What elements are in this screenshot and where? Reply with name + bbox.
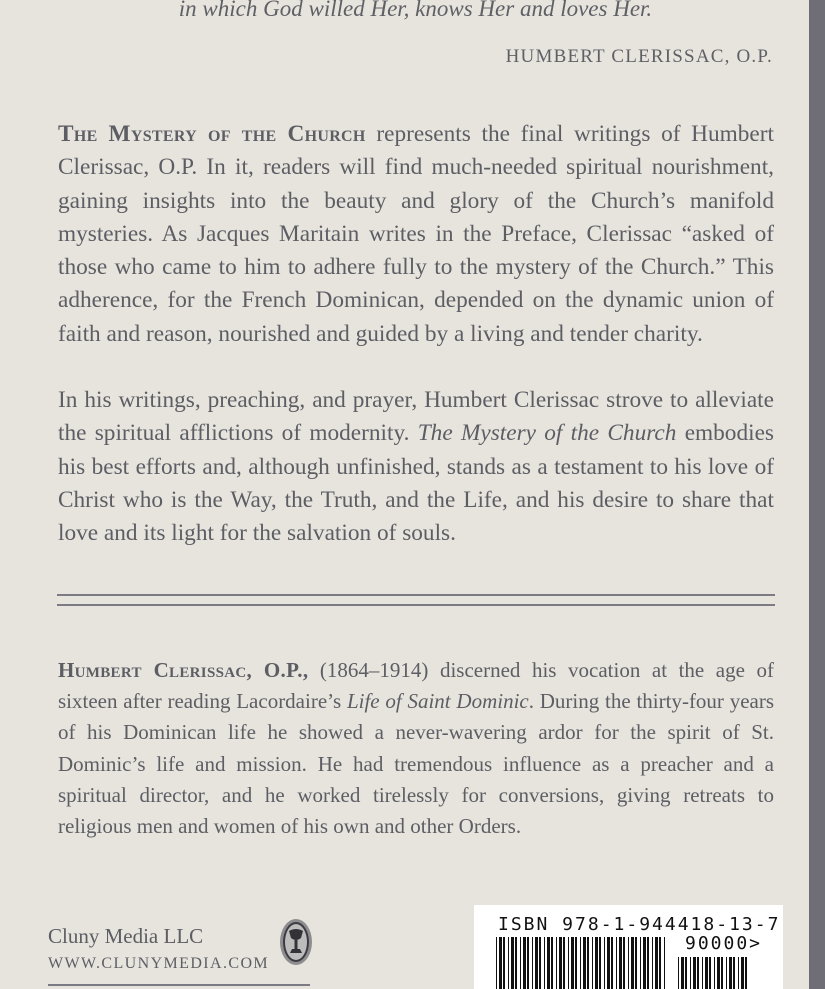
barcode-bar <box>623 937 625 989</box>
barcode-bar <box>520 937 521 989</box>
barcode-bar <box>587 937 589 989</box>
barcode-bar <box>595 937 598 989</box>
barcode-bar <box>563 937 565 989</box>
barcode-bar <box>693 957 696 989</box>
bio-text-a: (1864–1914) discerned his vocation at the age of sixteen after reading Lacordaire’s <box>58 658 774 714</box>
spine-edge <box>809 0 825 989</box>
barcode-bars-main <box>496 937 668 989</box>
barcode-bar <box>647 937 649 989</box>
barcode-bar <box>559 937 562 989</box>
barcode-bar <box>527 937 529 989</box>
barcode-bar <box>738 957 739 989</box>
barcode-bar <box>690 957 691 989</box>
bio-text-b: . During the thirty-four years of his Dominican life he showed a never-wavering ardor for the spirit of St. Dominic’s life and mission. He had tremendous influence as a preacher and a spiritual director, and he worked tirelessly for conversions, giving retreats to religious men and women of his own and other Orders. <box>58 689 775 839</box>
barcode-bar <box>499 937 502 989</box>
description-text-2b: embodies his best efforts and, although unfinished, stands as a testament to his love of Christ who is the Way, the Truth, and the Life, and his desire to share that love and its light for the salvation of souls. <box>58 420 774 547</box>
isbn-barcode <box>474 905 783 989</box>
isbn-label: ISBN 978-1-944418-13-7 <box>498 914 781 935</box>
barcode-bar <box>508 937 509 989</box>
barcode-bar <box>575 937 577 989</box>
barcode-bar <box>539 937 541 989</box>
barcode-bar <box>640 937 641 989</box>
barcode-bar <box>717 957 720 989</box>
barcode-bar <box>571 937 574 989</box>
barcode-bar <box>697 957 699 989</box>
barcode-bar <box>496 937 497 989</box>
publisher-website: WWW.CLUNYMEDIA.COM <box>48 955 270 972</box>
barcode-bar <box>619 937 622 989</box>
barcode-bar <box>709 957 711 989</box>
barcode-bar <box>556 937 557 989</box>
divider-rule-top <box>57 594 775 596</box>
barcode-bar <box>535 937 538 989</box>
author-bio <box>58 655 774 842</box>
barcode-bar <box>678 957 679 989</box>
barcode-bar <box>551 937 553 989</box>
barcode-bar <box>664 937 665 989</box>
barcode-bar <box>745 957 747 989</box>
barcode-bar <box>547 937 550 989</box>
barcode-bar <box>583 937 586 989</box>
barcode-bar <box>628 937 629 989</box>
barcode-bar <box>511 937 514 989</box>
barcode-bar <box>568 937 569 989</box>
barcode-bar <box>503 937 505 989</box>
barcode-bar <box>659 937 661 989</box>
chalice-medallion-icon <box>279 918 313 966</box>
barcode-bar <box>635 937 637 989</box>
quote-line: in which God willed Her, knows Her and loves Her. <box>178 0 653 21</box>
barcode-bar <box>616 937 617 989</box>
barcode-bar <box>599 937 601 989</box>
book-title-lead: The Mystery of the Church <box>58 121 366 147</box>
description-paragraph-1 <box>58 118 774 351</box>
barcode-bar <box>714 957 715 989</box>
publisher-name: Cluny Media LLC <box>48 924 204 948</box>
barcode-bar <box>604 937 605 989</box>
barcode-bar <box>655 937 658 989</box>
barcode-bar <box>592 937 593 989</box>
barcode-bar <box>702 957 703 989</box>
barcode-bar <box>726 957 727 989</box>
barcode-bar <box>643 937 646 989</box>
barcode-bar <box>515 937 517 989</box>
barcode-bars-addon <box>678 957 752 989</box>
barcode-bar <box>741 957 744 989</box>
barcode-bar <box>681 957 684 989</box>
description-text-1: represents the final writings of Humbert Clerissac, O.P. In it, readers will find much-needed spiritual nourishment, gaining insights into the beauty and glory of the Church’s manifold mysteries. As Jacques Maritain writes in the Preface, Clerissac “asked of those who came to him to adhere fully to the mystery of the Church.” This adherence, for the French Dominican, depended on the dynamic union of faith and reason, nourished and guided by a living and tender charity. <box>58 121 774 347</box>
barcode-bar <box>580 937 581 989</box>
author-name-lead: Humbert Clerissac, O.P., <box>58 658 309 682</box>
barcode-bar <box>729 957 732 989</box>
barcode-bar <box>607 937 610 989</box>
barcode-bar <box>532 937 533 989</box>
quote-attribution: HUMBERT CLERISSAC, O.P. <box>505 46 773 67</box>
book-title-inline: The Mystery of the Church <box>417 420 677 447</box>
barcode-bar <box>705 957 708 989</box>
publisher-rule <box>48 984 310 986</box>
barcode-bar <box>611 937 613 989</box>
barcode-bar <box>685 957 687 989</box>
bio-book-title: Life of Saint Dominic <box>346 689 529 714</box>
barcode-bar <box>721 957 723 989</box>
barcode-bar <box>544 937 545 989</box>
barcode-bar <box>652 937 653 989</box>
price-code: 90000> <box>685 933 763 954</box>
description-paragraph-2 <box>58 384 774 550</box>
barcode-bar <box>733 957 735 989</box>
description-text-2a: In his writings, preaching, and prayer, Humbert Clerissac strove to alleviate the spiritual afflictions of modernity. <box>58 387 774 447</box>
barcode-bar <box>631 937 634 989</box>
barcode-bar <box>523 937 526 989</box>
divider-rule-bottom <box>57 604 775 606</box>
